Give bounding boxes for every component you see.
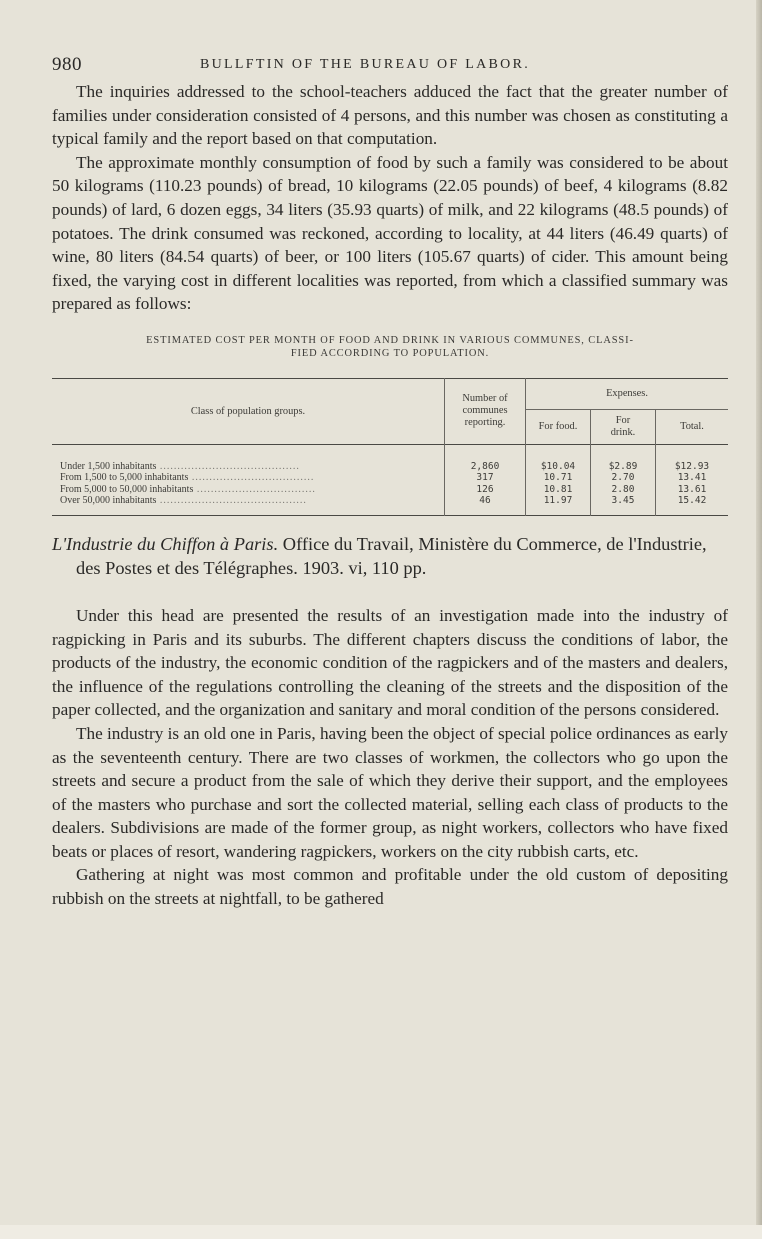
- row-label: [52, 472, 445, 484]
- col-header-class: Class of population groups.: [190, 405, 306, 417]
- cell-communes: 46: [445, 495, 526, 515]
- col-header-communes-3: reporting.: [464, 417, 506, 429]
- row-label: [52, 484, 445, 496]
- review-title-rest: Office du Travail, Ministère du Commerce, de l'Industrie, des Postes et des Télégraphes. 1903. vi, 110 pp.: [76, 533, 707, 578]
- cost-table: [52, 378, 728, 516]
- section-spacer: [52, 580, 728, 604]
- table-row: [52, 484, 728, 496]
- paragraph-consumption: The approximate monthly consumption of food by such a family was considered to be about 50 kilograms (110.23 pounds) of bread, 10 kilograms (22.05 pounds) of beef, 4 kilograms (8.82 pounds) of lard, 6 dozen eggs, 34 liters (35.93 quarts) of milk, and 22 kilograms (48.5 pounds) of potatoes. The drink consumed was reckoned, according to locality, at 44 liters (46.49 quarts) of wine, 80 liters (84.54 quarts) of beer, or 100 liters (105.67 quarts) of cider. This amount being fixed, the varying cost in different localities was reported, from which a classified summary was prepared as follows:: [52, 152, 728, 314]
- paragraph-industry: The industry is an old one in Paris, having been the object of special police ordinances as early as the seventeenth century. There are two classes of workmen, the collectors who go upon the streets and secure a product from the sale of which they derive their support, and the employees of the masters who purchase and sort the collected material, selling each class of products to the dealers. Subdivisions are made of the former group, as night workers, collectors who have fixed beats or places of resort, wandering ragpickers, workers on the city rubbish carts, etc.: [52, 723, 728, 861]
- col-header-drink-1: For: [615, 414, 631, 426]
- page-number: 980: [52, 54, 82, 75]
- leader-dots: ..........................................: [156, 495, 307, 507]
- cell-total: 15.42: [656, 495, 729, 515]
- table-row: [52, 444, 728, 472]
- cell-communes: 317: [445, 472, 526, 484]
- document-page: [52, 46, 728, 911]
- leader-dots: ..................................: [193, 483, 316, 495]
- col-header-expenses: Expenses.: [526, 378, 729, 409]
- leader-dots: ...................................: [188, 472, 315, 484]
- col-header-communes: [445, 378, 526, 444]
- leader-dots: ........................................: [156, 460, 300, 472]
- cell-total: $12.93: [656, 444, 729, 472]
- cell-food: 10.71: [526, 472, 591, 484]
- cell-communes: 2,860: [445, 444, 526, 472]
- row-label-text: Over 50,000 inhabitants: [60, 495, 157, 507]
- col-header-communes-1: Number of: [462, 393, 508, 405]
- row-label-text: From 5,000 to 50,000 inhabitants: [60, 483, 194, 495]
- table-row: [52, 495, 728, 515]
- cell-food: $10.04: [526, 444, 591, 472]
- cell-total: 13.41: [656, 472, 729, 484]
- scan-margin: [0, 1225, 762, 1239]
- table-row: [52, 472, 728, 484]
- review-heading: [52, 532, 728, 580]
- page-header: [52, 46, 728, 80]
- col-header-total: Total.: [656, 409, 729, 444]
- cell-food: 11.97: [526, 495, 591, 515]
- scan-edge: [756, 0, 762, 1239]
- paragraph-gathering: Gathering at night was most common and profitable under the old custom of depositing rubbish on the streets at nightfall, to be gathered: [52, 865, 728, 909]
- cell-drink: $2.89: [591, 444, 656, 472]
- cell-drink: 2.70: [591, 472, 656, 484]
- row-label-text: From 1,500 to 5,000 inhabitants: [60, 472, 189, 484]
- cell-total: 13.61: [656, 484, 729, 496]
- table-title-line2: FIED ACCORDING TO POPULATION.: [290, 347, 490, 359]
- row-label-text: Under 1,500 inhabitants: [60, 460, 157, 472]
- table-title: [52, 334, 728, 360]
- review-title-italic: L'Industrie du Chiffon à Paris.: [52, 533, 279, 554]
- table-title-line1: ESTIMATED COST PER MONTH OF FOOD AND DRINK IN VARIOUS COMMUNES, CLASSI-: [146, 334, 634, 346]
- col-header-drink: [591, 409, 656, 444]
- cell-communes: 126: [445, 484, 526, 496]
- col-header-drink-2: drink.: [610, 426, 636, 438]
- cell-food: 10.81: [526, 484, 591, 496]
- col-header-food: For food.: [526, 409, 591, 444]
- row-label: [52, 444, 445, 472]
- running-head: BULLFTIN OF THE BUREAU OF LABOR.: [200, 57, 531, 72]
- paragraph-families: The inquiries addressed to the school-teachers adduced the fact that the greater number of families under consideration consisted of 4 persons, and this number was chosen as constituting a typical family and the report based on that computation.: [52, 82, 728, 149]
- paragraph-investigation: Under this head are presented the results of an investigation made into the industry of ragpicking in Paris and its suburbs. The different chapters discuss the conditions of labor, the products of the industry, the economic condition of the ragpickers and of the masters and dealers, the influence of the regulations controlling the cleaning of the streets and the disposition of the paper collected, and the organization and sanitary and moral condition of the persons considered.: [52, 605, 728, 720]
- row-label: [52, 495, 445, 515]
- cell-drink: 2.80: [591, 484, 656, 496]
- cell-drink: 3.45: [591, 495, 656, 515]
- col-header-communes-2: communes: [462, 405, 508, 417]
